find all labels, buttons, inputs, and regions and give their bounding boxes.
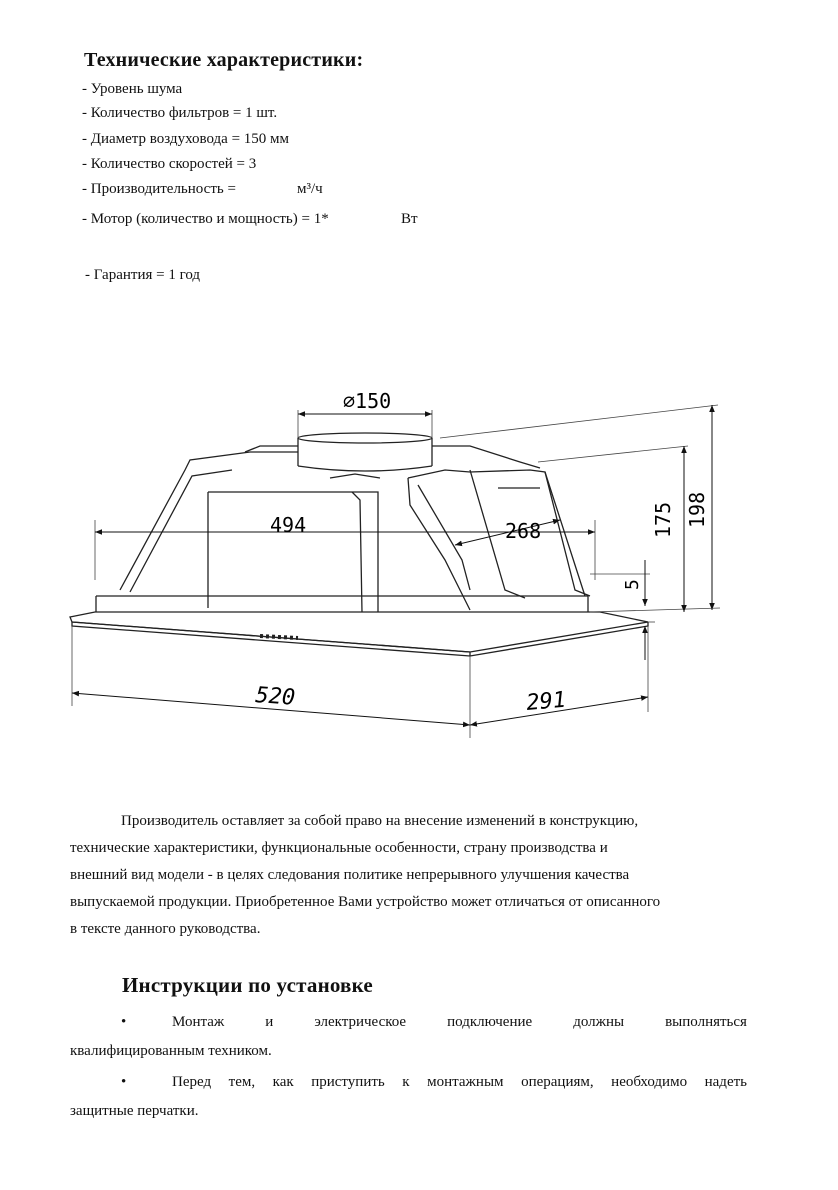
word: Перед — [172, 1074, 212, 1090]
bullet-1: • — [121, 1014, 127, 1030]
spec-filters: - Количество фильтров = 1 шт. — [82, 105, 278, 121]
notice-line-4: выпускаемой продукции. Приобретенное Вами устройство может отличаться от описанного — [70, 894, 661, 910]
word: подключение — [447, 1014, 533, 1030]
word: выполняться — [665, 1014, 747, 1030]
install-item-2-tail: защитные перчатки. — [70, 1103, 199, 1119]
dim-width-top-label: 494 — [270, 513, 307, 537]
spec-motor-unit: Вт — [401, 211, 418, 227]
notice-line-2: технические характеристики, функциональные особенности, страну производства и — [70, 840, 608, 856]
hood-outline — [70, 433, 648, 656]
dim-height-total-label: 198 — [685, 491, 709, 528]
word: тем, — [228, 1074, 256, 1090]
word: монтажным — [427, 1074, 504, 1090]
dimension-lines — [72, 405, 712, 725]
install-item-2-line — [172, 1074, 747, 1091]
notice-line-3: внешний вид модели - в целях следования политике непрерывного улучшения качества — [70, 867, 630, 883]
dim-depth-top-label: 268 — [505, 519, 542, 543]
install-item-1-tail: квалифицированным техником. — [70, 1043, 272, 1059]
spec-motor: - Мотор (количество и мощность) = 1* — [82, 211, 329, 227]
word: надеть — [704, 1074, 747, 1090]
notice-line-5: в тексте данного руководства. — [70, 921, 261, 937]
spec-noise: - Уровень шума — [82, 81, 183, 97]
word: приступить — [311, 1074, 385, 1090]
notice-line-1: Производитель оставляет за собой право на внесение изменений в конструкцию, — [121, 813, 639, 829]
extension-lines — [72, 405, 720, 738]
dim-duct-label: ⌀150 — [343, 389, 392, 413]
word: к — [402, 1074, 410, 1090]
word: как — [272, 1074, 294, 1090]
spec-duct-diameter: - Диаметр воздуховода = 150 мм — [82, 131, 290, 147]
spec-capacity-unit: м³/ч — [297, 181, 323, 197]
spec-capacity: - Производительность = — [82, 181, 236, 197]
dim-width-label: 520 — [254, 683, 296, 711]
spec-speeds: - Количество скоростей = 3 — [82, 156, 257, 172]
install-title: Инструкции по установке — [122, 973, 373, 997]
bullet-2: • — [121, 1074, 127, 1090]
dim-panel-label: 5 — [622, 579, 643, 590]
word: электрическое — [314, 1014, 407, 1030]
hood-dimension-drawing — [0, 380, 838, 760]
specs-title: Технические характеристики: — [84, 49, 364, 71]
word: и — [265, 1014, 274, 1030]
word: необходимо — [611, 1074, 688, 1090]
spec-warranty: - Гарантия = 1 год — [85, 267, 201, 283]
install-item-1-line — [172, 1014, 747, 1031]
dim-depth-label: 291 — [525, 687, 568, 716]
dim-height-body-label: 175 — [651, 501, 675, 538]
word: операциям, — [521, 1074, 594, 1090]
word: Монтаж — [172, 1014, 225, 1030]
word: должны — [573, 1014, 625, 1030]
